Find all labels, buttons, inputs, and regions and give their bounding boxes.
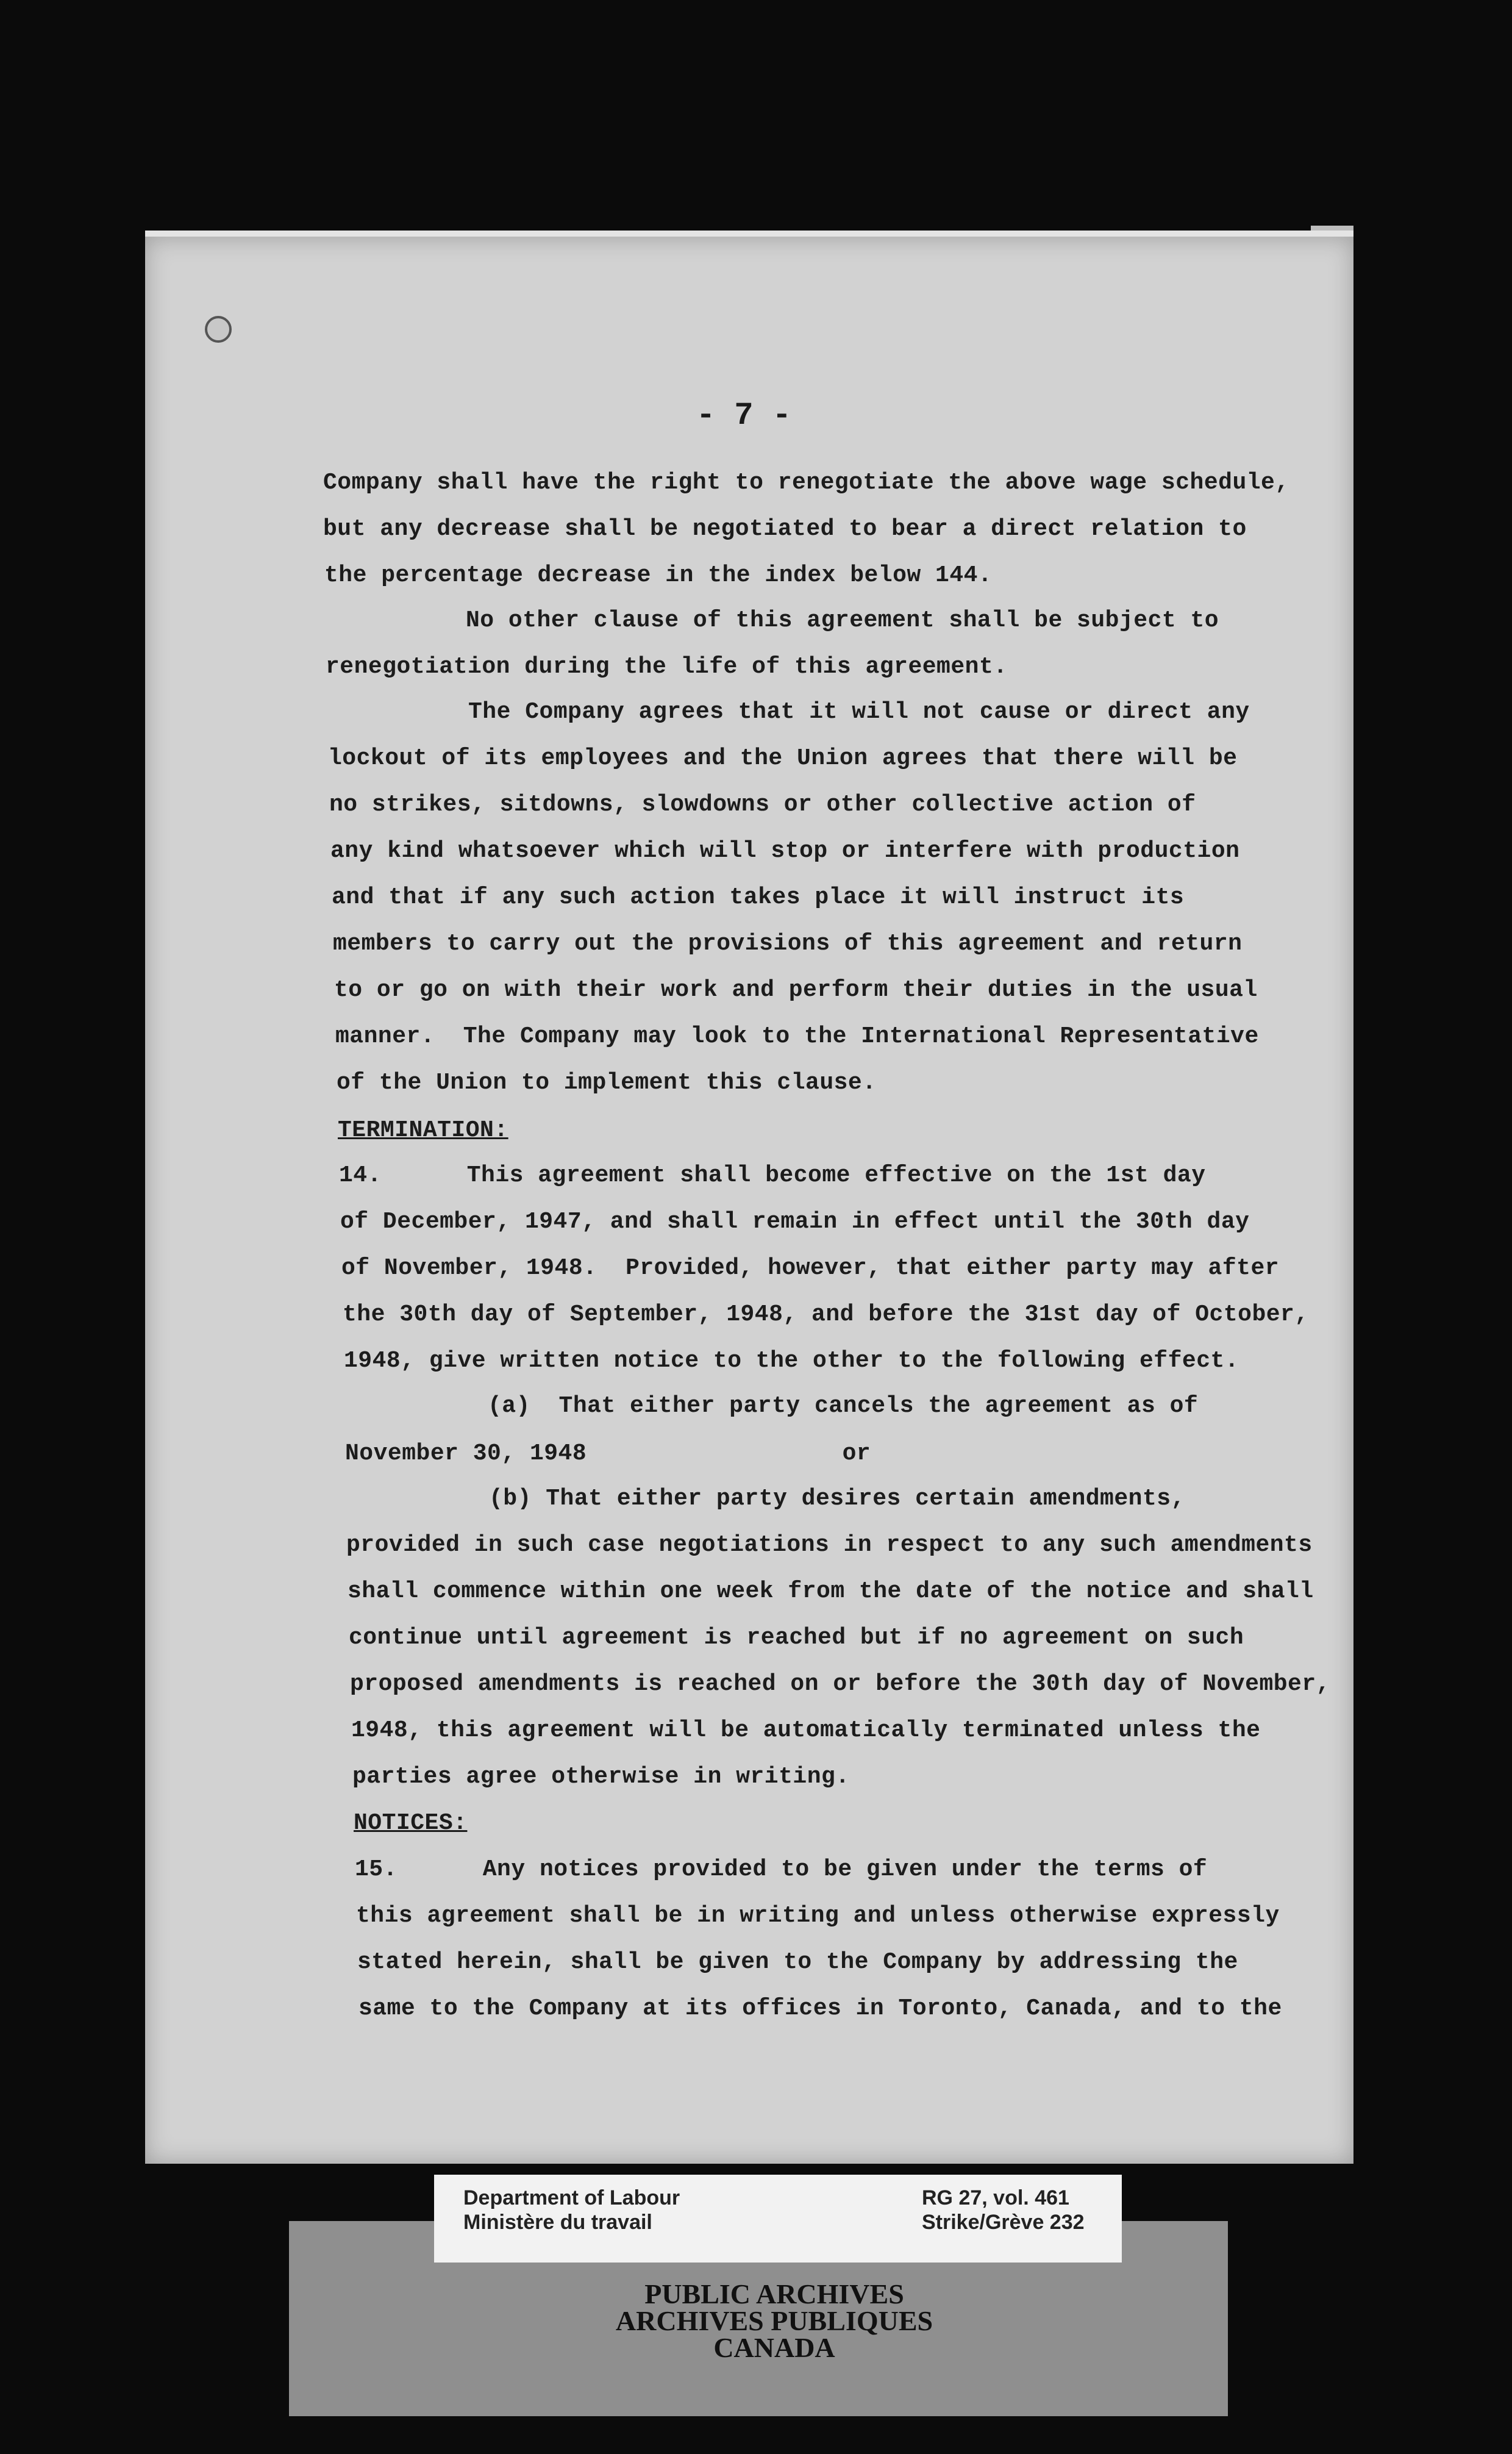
public-archives-stamp (439, 2278, 1110, 2363)
text-line: lockout of its employees and the Union agrees that there will be (328, 745, 1238, 771)
section-heading-termination: TERMINATION: (338, 1117, 508, 1143)
text-line: proposed amendments is reached on or before the 30th day of November, (350, 1671, 1330, 1697)
text-line: this agreement shall be in writing and unless otherwise expressly (356, 1903, 1280, 1929)
page-number: - 7 - (696, 398, 792, 434)
dept-fr: Ministère du travail (463, 2211, 652, 2234)
punch-hole (205, 316, 232, 343)
text-line: (a) That either party cancels the agreement as of (488, 1393, 1199, 1419)
archive-label-card (434, 2175, 1122, 2263)
text-line: renegotiation during the life of this agreement. (326, 654, 1008, 680)
text-line: of November, 1948. Provided, however, that either party may after (341, 1255, 1280, 1281)
text-line: Company shall have the right to renegotiate the above wage schedule, (323, 470, 1289, 496)
text-line: of the Union to implement this clause. (337, 1070, 877, 1096)
text-line: November 30, 1948 or (345, 1440, 871, 1467)
text-line: the percentage decrease in the index below 144. (324, 562, 993, 588)
archive-label-department (463, 2186, 680, 2234)
text-line: 1948, this agreement will be automatically terminated unless the (351, 1717, 1261, 1744)
archive-label-reference (922, 2186, 1085, 2234)
text-line: but any decrease shall be negotiated to bear a direct relation to (323, 516, 1247, 542)
dept-en: Department of Labour (463, 2186, 680, 2209)
text-line: members to carry out the provisions of this agreement and return (333, 931, 1243, 957)
text-line: 1948, give written notice to the other to the following effect. (344, 1348, 1239, 1374)
text-line: continue until agreement is reached but if no agreement on such (349, 1625, 1244, 1651)
text-line: (b) That either party desires certain amendments, (489, 1486, 1185, 1512)
text-line: 14. This agreement shall become effective on the 1st day (339, 1162, 1206, 1189)
stamp-line-1: PUBLIC ARCHIVES (644, 2278, 904, 2309)
text-line: parties agree otherwise in writing. (352, 1764, 850, 1790)
text-line: 15. Any notices provided to be given under the terms of (355, 1856, 1208, 1883)
ref-strike: Strike/Grève 232 (922, 2211, 1085, 2234)
text-line: to or go on with their work and perform their duties in the usual (334, 977, 1258, 1003)
section-heading-notices: NOTICES: (354, 1810, 468, 1836)
text-line: no strikes, sitdowns, slowdowns or other collective action of (329, 792, 1196, 818)
text-line: any kind whatsoever which will stop or interfere with production (330, 838, 1240, 864)
text-line: The Company agrees that it will not cause or direct any (468, 699, 1250, 725)
text-line: stated herein, shall be given to the Company by addressing the (357, 1949, 1238, 1975)
text-line: and that if any such action takes place it will instruct its (332, 884, 1185, 910)
stamp-line-3: CANADA (713, 2332, 835, 2363)
text-line: No other clause of this agreement shall be subject to (466, 607, 1219, 634)
text-line: of December, 1947, and shall remain in effect until the 30th day (340, 1209, 1250, 1235)
ref-volume: RG 27, vol. 461 (922, 2186, 1069, 2209)
text-line: the 30th day of September, 1948, and before the 31st day of October, (343, 1301, 1309, 1328)
text-line: manner. The Company may look to the International Representative (335, 1023, 1259, 1050)
text-line: provided in such case negotiations in respect to any such amendments (346, 1532, 1313, 1558)
text-line: shall commence within one week from the date of the notice and shall (348, 1578, 1314, 1604)
stamp-line-2: ARCHIVES PUBLIQUES (615, 2305, 933, 2336)
text-line: same to the Company at its offices in Toronto, Canada, and to the (358, 1995, 1282, 2022)
